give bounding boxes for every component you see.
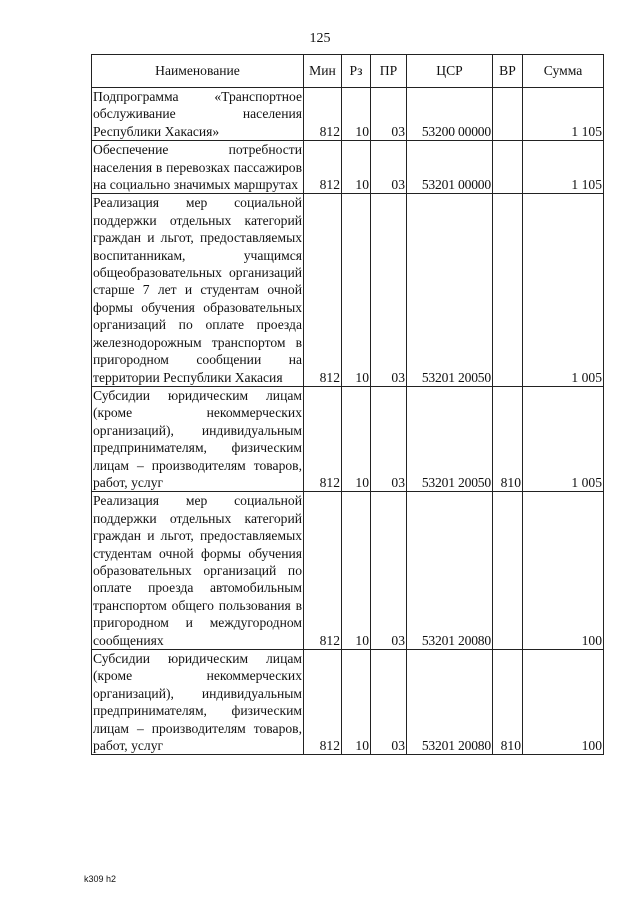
- header-rz: Рз: [342, 55, 371, 88]
- row-min: 812: [304, 650, 342, 755]
- row-sum: 1 005: [523, 194, 604, 386]
- header-vr: ВР: [493, 55, 523, 88]
- row-pr: 03: [371, 492, 407, 650]
- row-name: Обеспечение потребности населения в перевозках пассажиров на социально значимых маршрутах: [93, 142, 302, 193]
- row-name: Реализация мер социальной поддержки отдельных категорий граждан и льгот, предоставляемых воспитанникам, учащимся общеобразовательных организаций старше 7 лет и студентам очной формы обучения образовательных организаций по оплате проезда железнодорожным транспортом в пригородном сообщении на территории Республики Хакасия: [93, 195, 302, 385]
- row-rz: 10: [342, 141, 371, 194]
- header-min: Мин: [304, 55, 342, 88]
- row-sum: 1 105: [523, 88, 604, 141]
- row-vr: [493, 492, 523, 650]
- row-csr: 53201 20050: [407, 194, 493, 386]
- row-csr: 53201 20050: [407, 386, 493, 491]
- table-row: [92, 386, 604, 491]
- row-pr: 03: [371, 386, 407, 491]
- row-sum: 100: [523, 492, 604, 650]
- row-min: 812: [304, 88, 342, 141]
- row-csr: 53200 00000: [407, 88, 493, 141]
- row-pr: 03: [371, 88, 407, 141]
- table-row: [92, 492, 604, 650]
- row-pr: 03: [371, 141, 407, 194]
- row-pr: 03: [371, 194, 407, 386]
- row-vr: [493, 88, 523, 141]
- table-row: [92, 88, 604, 141]
- row-pr: 03: [371, 650, 407, 755]
- row-sum: 1 005: [523, 386, 604, 491]
- header-csr: ЦСР: [407, 55, 493, 88]
- header-name: Наименование: [92, 55, 304, 88]
- row-csr: 53201 00000: [407, 141, 493, 194]
- row-csr: 53201 20080: [407, 650, 493, 755]
- row-rz: 10: [342, 492, 371, 650]
- footer-code: k309 h2: [84, 874, 117, 884]
- page-number: 125: [309, 31, 331, 46]
- row-min: 812: [304, 386, 342, 491]
- row-rz: 10: [342, 386, 371, 491]
- table-header-row: [92, 55, 604, 88]
- row-min: 812: [304, 141, 342, 194]
- table-row: [92, 650, 604, 755]
- row-min: 812: [304, 492, 342, 650]
- row-name: Реализация мер социальной поддержки отдельных категорий граждан и льгот, предоставляемых студентам очной формы обучения образовательных организаций по оплате проезда автомобильным транспортом общего пользования в пригородном и междугородном сообщениях: [93, 493, 302, 648]
- table-row: [92, 141, 604, 194]
- row-vr: [493, 141, 523, 194]
- header-sum: Сумма: [523, 55, 604, 88]
- row-vr: [493, 194, 523, 386]
- row-sum: 1 105: [523, 141, 604, 194]
- row-rz: 10: [342, 194, 371, 386]
- row-rz: 10: [342, 88, 371, 141]
- header-pr: ПР: [371, 55, 407, 88]
- row-name: Субсидии юридическим лицам (кроме некоммерческих организаций), индивидуальным предпринимателям, физическим лицам – производителям товаров, работ, услуг: [93, 651, 302, 754]
- row-name: Субсидии юридическим лицам (кроме некоммерческих организаций), индивидуальным предпринимателям, физическим лицам – производителям товаров, работ, услуг: [93, 387, 302, 490]
- row-sum: 100: [523, 650, 604, 755]
- row-csr: 53201 20080: [407, 492, 493, 650]
- row-name: Подпрограмма «Транспортное обслуживание населения Республики Хакасия»: [93, 89, 302, 139]
- row-vr: 810: [493, 386, 523, 491]
- row-min: 812: [304, 194, 342, 386]
- row-rz: 10: [342, 650, 371, 755]
- budget-table: [91, 54, 604, 755]
- table-row: [92, 194, 604, 386]
- row-vr: 810: [493, 650, 523, 755]
